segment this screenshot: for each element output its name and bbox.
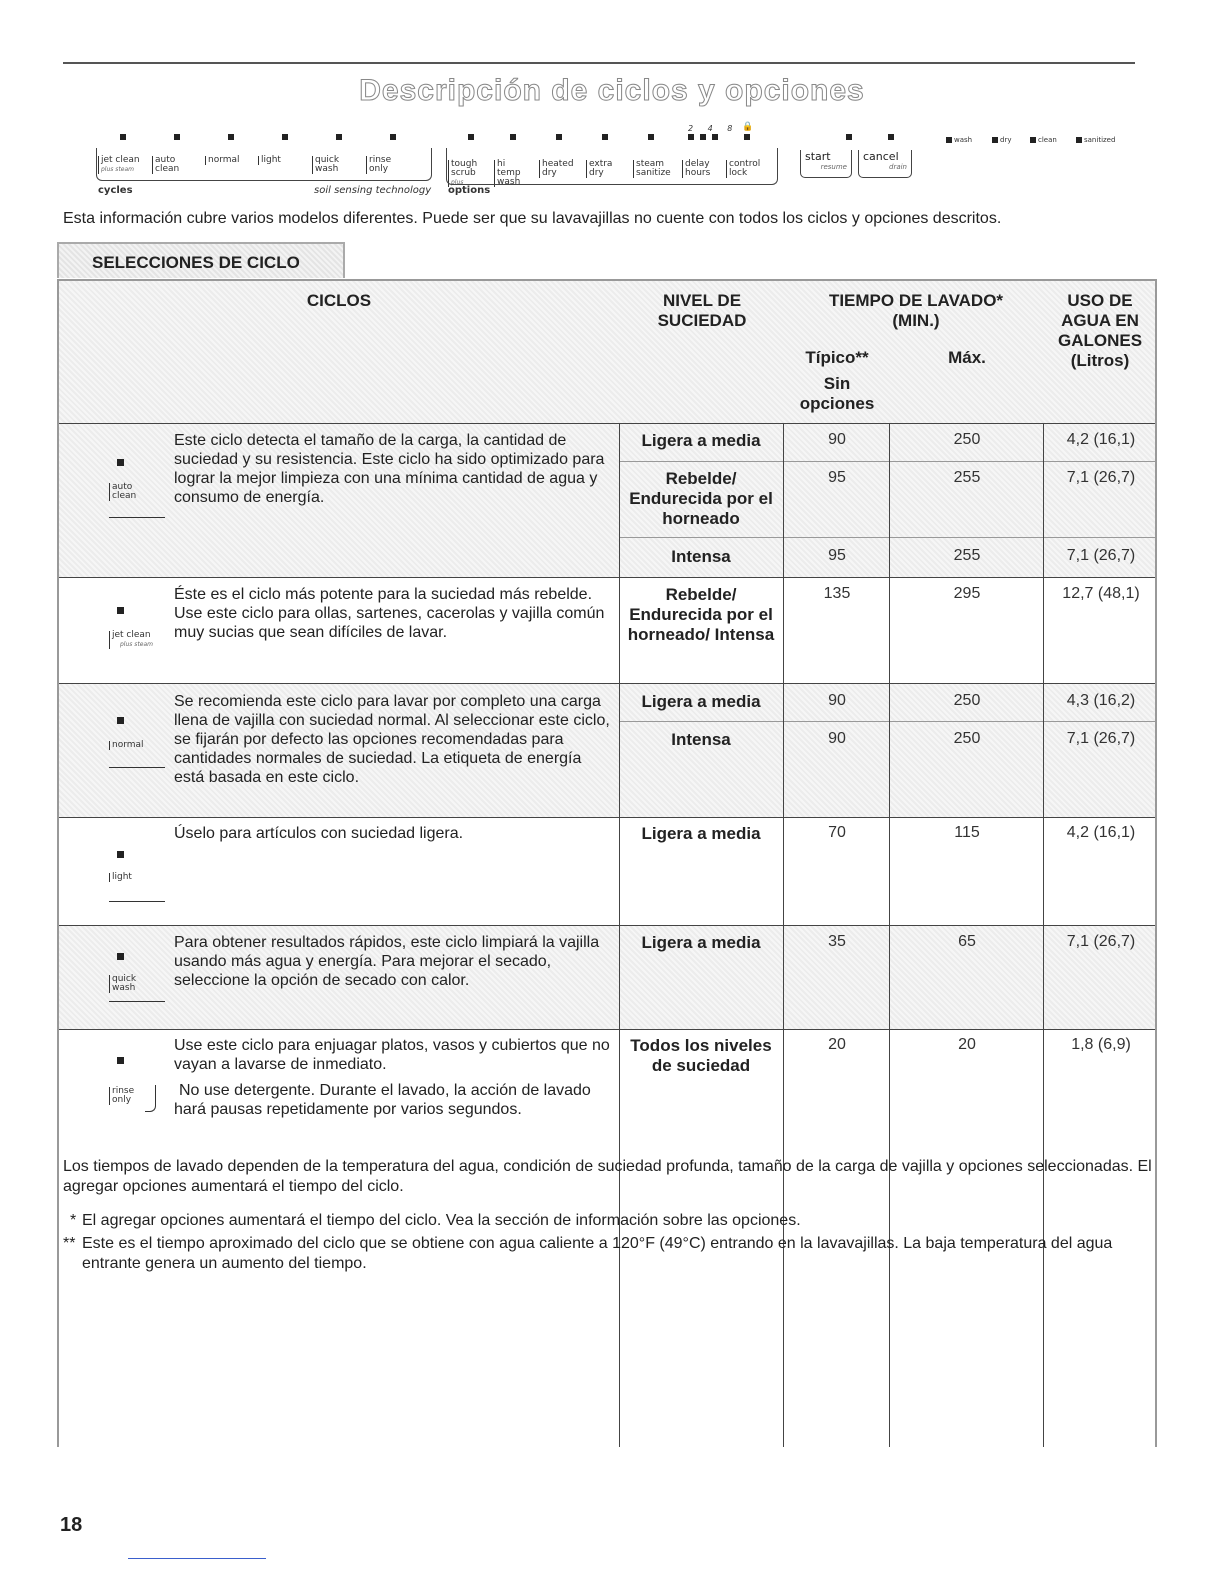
led-start (846, 134, 852, 140)
typ-auto-3: 95 (828, 547, 846, 564)
start-button[interactable]: start resume (800, 150, 852, 178)
rule-header-bottom (59, 423, 1155, 424)
level-auto-1: Ligera a media (641, 431, 761, 450)
btn-delay-hours[interactable]: delay hours (682, 160, 713, 178)
water-jet-1: 12,7 (48,1) (1062, 585, 1140, 602)
rule-row4 (59, 817, 1155, 818)
desc-auto-clean: Este ciclo detecta el tamaño de la carga, la cantidad de suciedad y su resistencia. Este ciclo ha sido optimizado para lograr la mejor limpieza con una mínima cantidad de agua y consumo de energía. (174, 432, 605, 506)
control-panel-illustration (90, 118, 1140, 200)
max-rinse-1: 20 (958, 1036, 976, 1053)
led-jet-clean (120, 134, 126, 140)
btn-light[interactable]: light (258, 156, 281, 165)
typ-light-1: 70 (828, 824, 846, 841)
desc-rinse-only: Use este ciclo para enjuagar platos, vasos y cubiertos que no vayan a lavarse de inmediato. (174, 1037, 610, 1073)
cancel-button[interactable]: cancel drain (858, 150, 912, 178)
desc-light: Úselo para artículos con suciedad ligera. (174, 825, 464, 842)
header-tipico: Típico** (805, 348, 869, 367)
led-auto-clean (174, 134, 180, 140)
level-normal-1: Ligera a media (641, 692, 761, 711)
typ-quick-1: 35 (828, 933, 846, 950)
level-normal-2: Intensa (671, 730, 731, 749)
header-tiempo: TIEMPO DE LAVADO* (MIN.) (828, 291, 1004, 330)
level-jet-1: Rebelde/ Endurecida por el horneado/ Intensa (627, 585, 775, 644)
cycles-table: CICLOS NIVEL DE SUCIEDAD TIEMPO DE LAVADO* (MIN.) Típico** Sin opciones Máx. USO DE AGUA EN GALONES (Litros) auto clean Este ciclo detecta el tamaño de la carga, la cantidad de suciedad y su resistencia. Este ciclo ha sido optimizado para lograr la mejor limpieza con una mínima cantidad de agua y consumo de energía. Ligera a media 90 250 4,2 (16,1) Rebelde/ Endurecida por el horneado 95 255 7,1 (26,7) Intensa 95 255 7,1 (26,7) jet clean plus steam Éste es el ciclo más potente para la suciedad más rebelde. Use este ciclo para ollas, sartenes, cacerolas y vajilla común muy sucias que sean difíciles de lavar. Rebelde/ Endurecida por el horneado/ Intensa 135 295 12,7 (48,1) normal Se recomienda este ciclo para lavar por completo una carga llena de vajilla con suciedad normal. Al seleccionar este ciclo, se fijarán por defecto las opciones recomendadas para cantidades normales de suciedad. La etiqueta de energía está basada en este ciclo. Ligera a media 90 250 4,3 (16,2) Intensa 90 250 7,1 (26,7) light Úselo para artículos con suciedad ligera. Ligera a media 70 115 4,2 (16,1) quick wash Para obtener resultados rápidos, este ciclo limpiará la vajilla usando más agua y energía. Para mejorar el secado, seleccione la opción de secado con calor. Ligera a media 35 65 7,1 (26,7) rinse only Use este ciclo para enjuagar platos, vasos y cubiertos que no vayan a lavarse de inmediato. No use detergente. Durante el lavado, la acción de lavado hará pausas repetidamente por varios segundos. Todos los niveles de suciedad 20 20 1,8 (6,9) (57, 279, 1157, 1447)
rule-col-tipico (783, 423, 784, 1447)
status-dry: dry (992, 136, 1011, 144)
max-jet-1: 295 (953, 585, 981, 602)
btn-heated-dry[interactable]: heated dry (539, 160, 572, 178)
typ-normal-2: 90 (828, 730, 846, 747)
water-rinse-1: 1,8 (6,9) (1071, 1036, 1131, 1053)
led-control-lock (744, 134, 750, 140)
desc-normal: Se recomienda este ciclo para lavar por completo una carga llena de vajilla con suciedad normal. Al seleccionar este ciclo, se fijarán por defecto las opciones recomendadas para cantidades normales de suciedad. La etiqueta de energía está basada en este ciclo. (174, 693, 610, 786)
btn-steam-sanitize[interactable]: steam sanitize (633, 160, 670, 178)
led-extra-dry (602, 134, 608, 140)
btn-control-lock[interactable]: control lock (726, 160, 759, 178)
level-quick-1: Ligera a media (641, 933, 761, 952)
header-max: Máx. (948, 348, 986, 367)
caption-soil-sensing: soil sensing technology (314, 185, 432, 196)
max-light-1: 115 (954, 824, 980, 841)
typ-auto-1: 90 (828, 431, 846, 448)
cycles-group-border (96, 148, 432, 181)
header-agua: USO DE AGUA EN GALONES (Litros) (1057, 291, 1143, 370)
footnote-1: El agregar opciones aumentará el tiempo del ciclo. Vea la sección de información sobre las opciones. (82, 1212, 801, 1229)
desc-quick-wash: Para obtener resultados rápidos, este ciclo limpiará la vajilla usando más agua y energía. Para mejorar el secado, seleccione la opción de secado con calor. (174, 934, 600, 989)
options-group-border (446, 148, 778, 185)
max-auto-3: 255 (953, 547, 981, 564)
btn-tough-scrub[interactable]: tough scrub plus (448, 160, 475, 187)
desc-rinse-only-note: No use detergente. Durante el lavado, la acción de lavado hará pausas repetidamente por varios segundos. (174, 1082, 591, 1118)
btn-auto-clean[interactable]: auto clean (152, 156, 181, 174)
rule-auto-2 (619, 537, 1155, 538)
level-auto-3: Intensa (671, 547, 731, 566)
led-tough-scrub (468, 134, 474, 140)
typ-normal-1: 90 (828, 692, 846, 709)
led-light (282, 134, 288, 140)
btn-extra-dry[interactable]: extra dry (586, 160, 615, 178)
rule-col-nivel (619, 423, 620, 1447)
max-normal-2: 250 (953, 730, 981, 747)
footnote-2: Este es el tiempo aproximado del ciclo que se obtiene con agua caliente a 120°F (49°C) entrando en la lavavajillas. La baja temperatura del agua entrante genera un aumento del tiempo. (82, 1235, 1113, 1272)
rule-col-agua (1043, 423, 1044, 1447)
status-wash: wash (946, 136, 972, 144)
status-clean: clean (1030, 136, 1057, 144)
led-delay-8 (712, 134, 718, 140)
rinse-bracket (145, 1085, 156, 1112)
intro-text: Esta información cubre varios modelos diferentes. Puede ser que su lavavajillas no cuente con todos los ciclos y opciones descritos. (63, 210, 1002, 227)
btn-quick-wash[interactable]: quick wash (312, 156, 341, 174)
led-delay-2 (688, 134, 694, 140)
water-normal-2: 7,1 (26,7) (1066, 730, 1136, 747)
rule-row6 (59, 1029, 1155, 1030)
led-quick-wash (336, 134, 342, 140)
bottom-link-rule (128, 1558, 266, 1559)
rule-normal-1 (619, 721, 1155, 722)
led-hi-temp (510, 134, 516, 140)
water-normal-1: 4,3 (16,2) (1066, 692, 1136, 709)
footer-note: Los tiempos de lavado dependen de la temperatura del agua, condición de suciedad profunda, tamaño de la carga de vajilla y opciones seleccionadas. El agregar opciones aumentará el tiempo del ciclo. (63, 1158, 1152, 1195)
btn-jet-clean[interactable]: jet clean plus steam (98, 156, 140, 174)
header-nivel: NIVEL DE SUCIEDAD (657, 291, 747, 330)
max-auto-2: 255 (953, 469, 981, 486)
max-quick-1: 65 (958, 933, 976, 950)
btn-hi-temp-wash[interactable]: hi temp wash (494, 160, 529, 187)
footnote-2-mark: ** (63, 1235, 76, 1252)
water-quick-1: 7,1 (26,7) (1066, 933, 1136, 950)
rule-row5 (59, 925, 1155, 926)
water-auto-3: 7,1 (26,7) (1066, 547, 1136, 564)
led-steam-sanitize (648, 134, 654, 140)
typ-rinse-1: 20 (828, 1036, 846, 1053)
led-rinse-only (390, 134, 396, 140)
led-heated-dry (556, 134, 562, 140)
water-auto-1: 4,2 (16,1) (1066, 431, 1136, 448)
btn-normal[interactable]: normal (205, 156, 240, 165)
header-sin-opciones: Sin opciones (799, 374, 875, 413)
top-rule (63, 62, 1135, 64)
max-normal-1: 250 (953, 692, 981, 709)
caption-cycles: cycles (98, 185, 133, 196)
rule-row3 (59, 683, 1155, 684)
rule-col-max (889, 423, 890, 1447)
water-auto-2: 7,1 (26,7) (1066, 469, 1136, 486)
typ-auto-2: 95 (828, 469, 846, 486)
header-ciclos: CICLOS (306, 291, 372, 310)
lock-icon: 🔒 (742, 122, 754, 132)
rule-auto-1 (619, 461, 1155, 462)
desc-jet-clean: Éste es el ciclo más potente para la suciedad más rebelde. Use este ciclo para ollas, sartenes, cacerolas y vajilla común muy sucias que sean difíciles de lavar. (174, 586, 605, 641)
rule-row2 (59, 577, 1155, 578)
page-number: 18 (60, 1514, 83, 1536)
btn-rinse-only[interactable]: rinse only (366, 156, 395, 174)
led-cancel (888, 134, 894, 140)
max-auto-1: 250 (953, 431, 981, 448)
level-rinse-1: Todos los niveles de suciedad (630, 1036, 772, 1075)
led-normal (228, 134, 234, 140)
typ-jet-1: 135 (823, 585, 851, 602)
led-delay-4 (700, 134, 706, 140)
level-auto-2: Rebelde/ Endurecida por el horneado (629, 469, 773, 528)
footnote-1-mark: * (70, 1212, 77, 1229)
status-sanitized: sanitized (1076, 136, 1115, 144)
page-title: Descripción de ciclos y opciones (359, 74, 865, 107)
delay-hours-numbers: 2 4 8 (688, 124, 739, 133)
level-light-1: Ligera a media (641, 824, 761, 843)
water-light-1: 4,2 (16,1) (1066, 824, 1136, 841)
section-tab: SELECCIONES DE CICLO (57, 242, 345, 278)
caption-options: options (448, 185, 491, 196)
